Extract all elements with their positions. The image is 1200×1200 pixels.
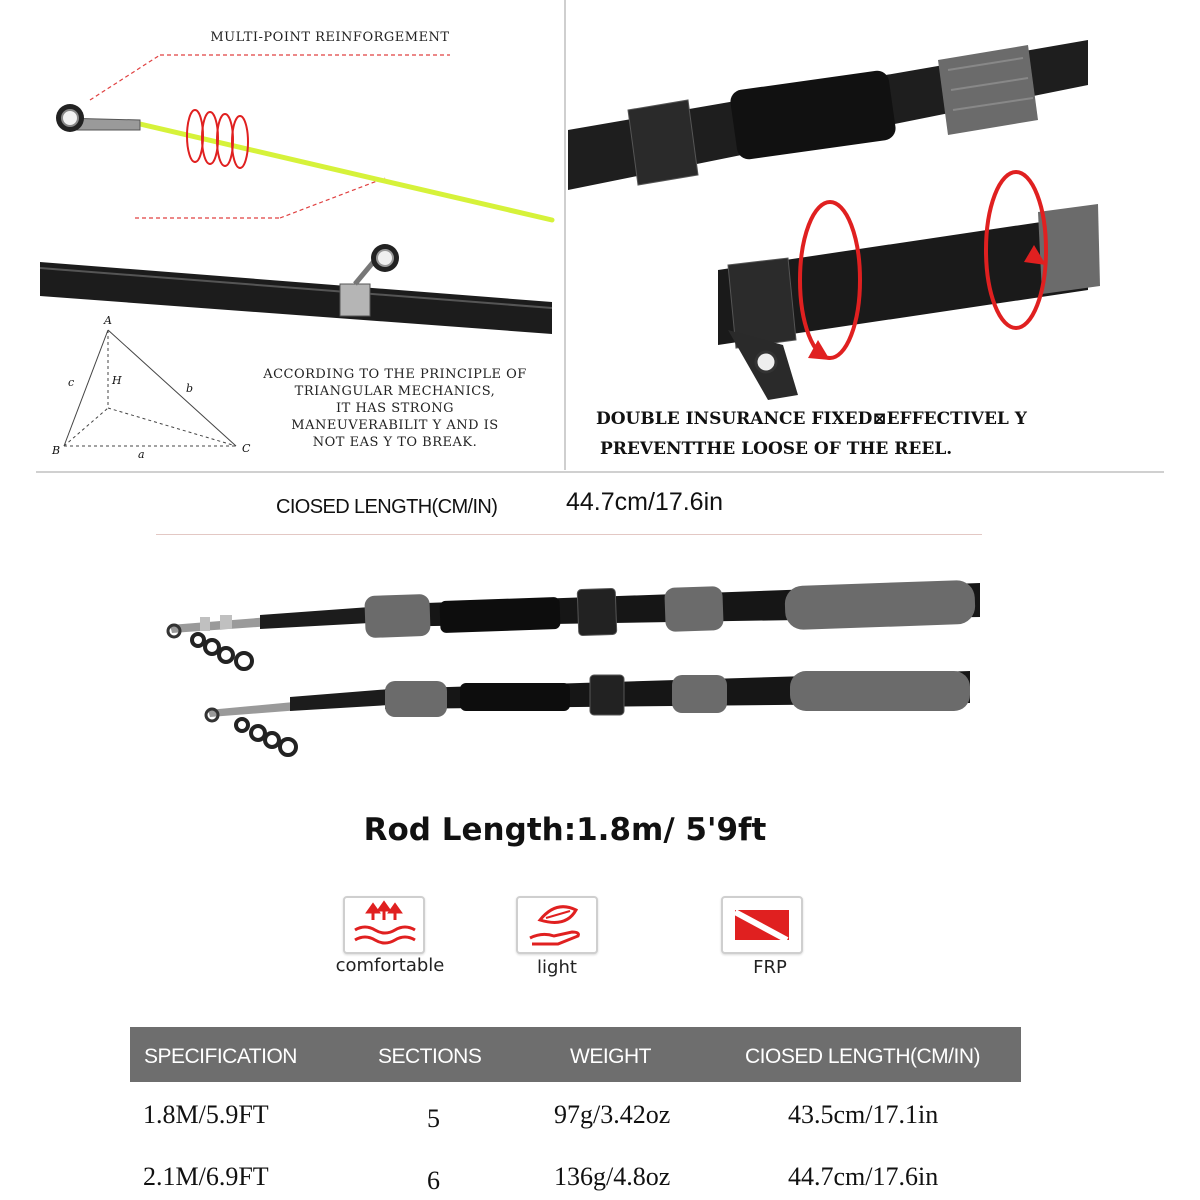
rod-length-title: Rod Length:1.8m/ 5'9ft	[363, 812, 767, 848]
spec-cell-closed-length: 44.7cm/17.6in	[788, 1162, 939, 1191]
triangle-vertex-a: A	[104, 314, 112, 327]
reel-caption-line1: DOUBLE INSURANCE FIXED⊠EFFECTIVEL Y	[596, 409, 1027, 429]
spec-cell-closed-length: 43.5cm/17.1in	[788, 1100, 939, 1129]
light-feature-label: light	[537, 957, 577, 978]
description-line: ACCORDING TO THE PRINCIPLE OF	[263, 367, 527, 382]
reel-caption	[596, 404, 1156, 464]
spec-cell-specification: 2.1M/6.9FT	[143, 1162, 269, 1191]
reinforcement-panel	[40, 0, 560, 470]
spec-cell-specification: 1.8M/5.9FT	[143, 1100, 269, 1129]
spec-header-closed-length: CIOSED LENGTH(CM/IN)	[745, 1045, 981, 1068]
spec-cell-sections: 5	[427, 1104, 440, 1133]
rod-two	[206, 671, 970, 755]
spec-cell-sections: 6	[427, 1166, 440, 1195]
description-line: IT HAS STRONG	[336, 401, 454, 416]
spec-header-specification: SPECIFICATION	[144, 1045, 297, 1068]
triangle-edge-a: a	[138, 448, 145, 461]
comfort-feature-label: comfortable	[335, 955, 445, 976]
comfort-waves-icon	[345, 898, 423, 952]
reinforcement-title: MULTI-POINT REINFORGEMENT	[210, 30, 450, 45]
triangle-vertex-b: B	[52, 444, 61, 457]
section-divider	[36, 471, 1164, 473]
closed-length-rule	[156, 534, 982, 535]
spec-header-weight: WEIGHT	[570, 1045, 651, 1068]
reel-caption-line2: PREVENTTHE LOOSE OF THE REEL.	[600, 439, 953, 459]
description-line: TRIANGULAR MECHANICS,	[294, 384, 496, 399]
triangle-edge-b: b	[186, 382, 194, 395]
spec-cell-weight: 136g/4.8oz	[554, 1162, 671, 1191]
frp-flag-icon	[723, 898, 801, 952]
spec-header-sections: SECTIONS	[378, 1045, 482, 1068]
reel-seat-panel	[568, 0, 1168, 470]
description-line: NOT EAS Y TO BREAK.	[312, 435, 478, 450]
rod-one	[168, 580, 980, 669]
panel-divider	[564, 0, 566, 470]
triangle-edge-h: H	[112, 374, 122, 387]
rods-illustration	[160, 575, 990, 760]
triangle-description	[255, 366, 535, 451]
comfort-feature-box	[343, 896, 425, 954]
closed-length-label: CIOSED LENGTH(CM/IN)	[276, 496, 498, 518]
description-line: MANEUVERABILIT Y AND IS	[291, 418, 499, 433]
triangle-vertex-c: C	[242, 442, 251, 455]
light-feature-box	[516, 896, 598, 954]
spec-cell-weight: 97g/3.42oz	[554, 1100, 671, 1129]
reel-seat-illustration	[568, 0, 1168, 470]
frp-feature-label: FRP	[753, 957, 787, 978]
frp-feature-box	[721, 896, 803, 954]
closed-length-value: 44.7cm/17.6in	[566, 488, 724, 516]
spec-table-header	[130, 1027, 1021, 1082]
triangle-edge-c: c	[68, 376, 75, 389]
light-leaf-hand-icon	[518, 898, 596, 952]
